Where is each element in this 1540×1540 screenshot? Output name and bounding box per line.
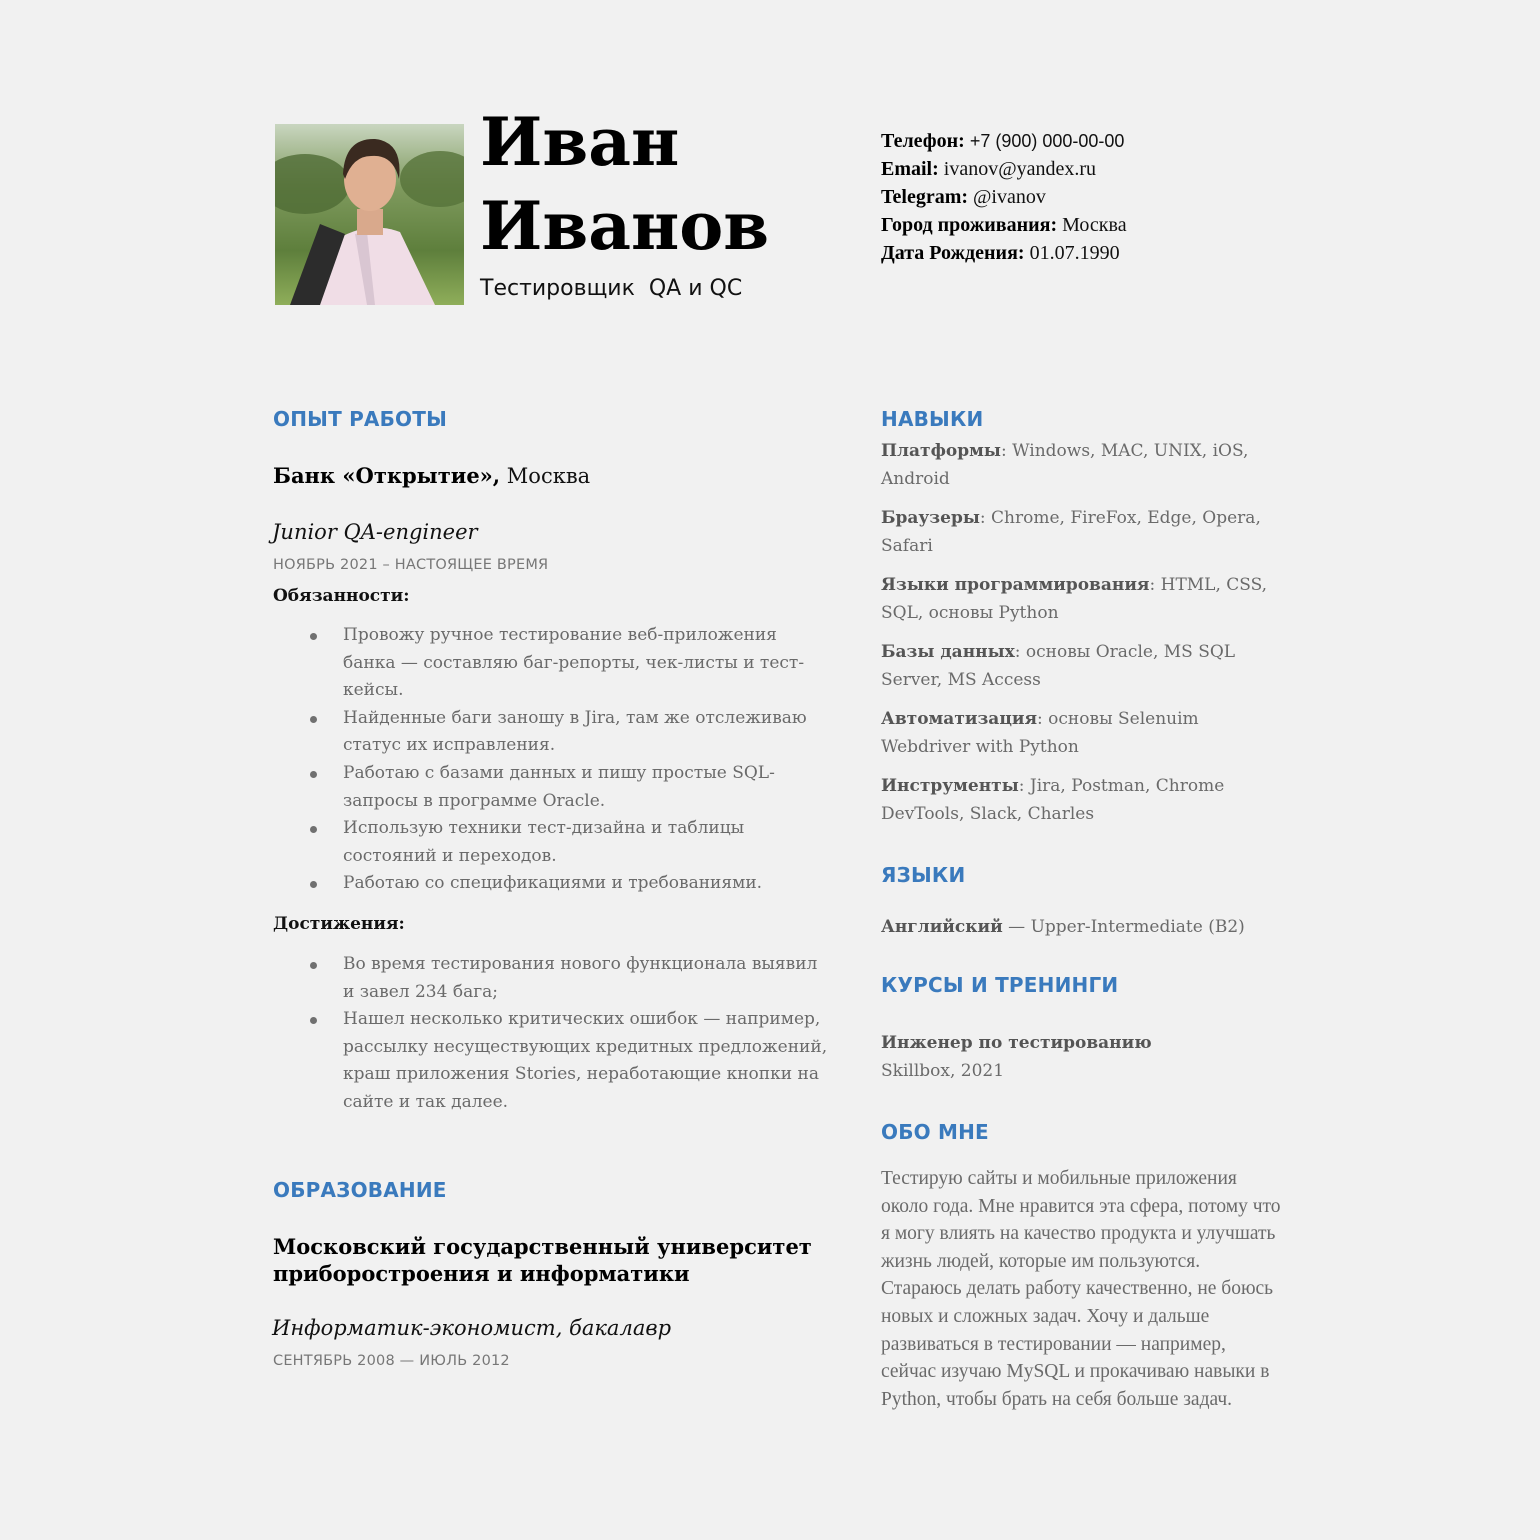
person-name (480, 100, 769, 268)
skill-tools: Инструменты: Jira, Postman, Chrome DevTools, Slack, Charles (881, 776, 1225, 824)
contact-telegram: Telegram: @ivanov (881, 186, 1046, 208)
experience-title: ОПЫТ РАБОТЫ (273, 407, 448, 431)
courses-title: КУРСЫ И ТРЕНИНГИ (881, 973, 1119, 997)
achievements-title: Достижения: (273, 914, 405, 934)
list-item: Во время тестирования нового функционала выявил и завел 234 бага; (273, 951, 833, 1006)
course-name: Инженер по тестированию (881, 1033, 1152, 1053)
first-name: Иван (480, 103, 680, 181)
contact-email: Email: ivanov@yandex.ru (881, 158, 1097, 180)
education-dates: СЕНТЯБРЬ 2008 — ИЮЛЬ 2012 (273, 1353, 510, 1369)
company: Банк «Открытие», Москва (273, 463, 591, 488)
job-position: Junior QA-engineer (272, 520, 478, 544)
contact-phone: Телефон: +7 (900) 000-00-00 (881, 130, 1125, 152)
contact-city: Город проживания: Москва (881, 214, 1127, 236)
skills-title: НАВЫКИ (881, 407, 984, 431)
list-item: Провожу ручное тестирование веб-приложения банка — составляю баг-репорты, чек-листы и тест-кейсы. (273, 622, 833, 705)
last-name: Иванов (480, 187, 770, 265)
contacts-block (881, 127, 1127, 267)
skill-platforms: Платформы: Windows, MAC, UNIX, iOS, Android (881, 441, 1249, 489)
university-name: Московский государственный университет приборостроения и информатики (273, 1234, 812, 1286)
list-item: Найденные баги заношу в Jira, там же отслеживаю статус их исправления. (273, 705, 833, 760)
languages-title: ЯЗЫКИ (881, 863, 966, 887)
education-title: ОБРАЗОВАНИЕ (273, 1178, 447, 1202)
skill-languages: Языки программирования: HTML, CSS, SQL, основы Python (881, 575, 1268, 623)
profile-photo (275, 124, 464, 305)
about-text: Тестирую сайты и мобильные приложения около года. Мне нравится эта сфера, потому что я могу влиять на качество продукта и улучшать жизнь людей, которые им пользуются. Стараюсь делать работу качественно, не боюсь новых и сложных задач. Хочу и дальше развиваться в тестировании — например, сейчас изучаю MySQL и прокачиваю навыки в Python, чтобы брать на себя больше задач. (881, 1168, 1281, 1410)
contact-birthdate: Дата Рождения: 01.07.1990 (881, 242, 1120, 264)
skill-automation: Автоматизация: основы Selenuim Webdriver with Python (881, 709, 1199, 757)
job-dates: НОЯБРЬ 2021 – НАСТОЯЩЕЕ ВРЕМЯ (273, 557, 549, 573)
job-role: Тестировщик QA и QC (480, 276, 743, 301)
list-item: Нашел несколько критических ошибок — например, рассылку несуществующих кредитных предложений, краш приложения Stories, неработающие кнопки на сайте и так далее. (273, 1006, 833, 1116)
language-english: Английский — Upper-Intermediate (B2) (881, 917, 1245, 937)
list-item: Работаю с базами данных и пишу простые SQL-запросы в программе Oracle. (273, 760, 833, 815)
achievements-list (273, 951, 833, 1117)
about-title: ОБО МНЕ (881, 1120, 989, 1144)
list-item: Использую техники тест-дизайна и таблицы состояний и переходов. (273, 815, 833, 870)
skill-databases: Базы данных: основы Oracle, MS SQL Server, MS Access (881, 642, 1236, 690)
skill-browsers: Браузеры: Chrome, FireFox, Edge, Opera, Safari (881, 508, 1261, 556)
degree: Информатик-экономист, бакалавр (272, 1316, 672, 1340)
course-provider: Skillbox, 2021 (881, 1061, 1005, 1081)
list-item: Работаю со спецификациями и требованиями. (273, 870, 833, 898)
duties-list (273, 622, 833, 898)
duties-title: Обязанности: (273, 586, 410, 606)
